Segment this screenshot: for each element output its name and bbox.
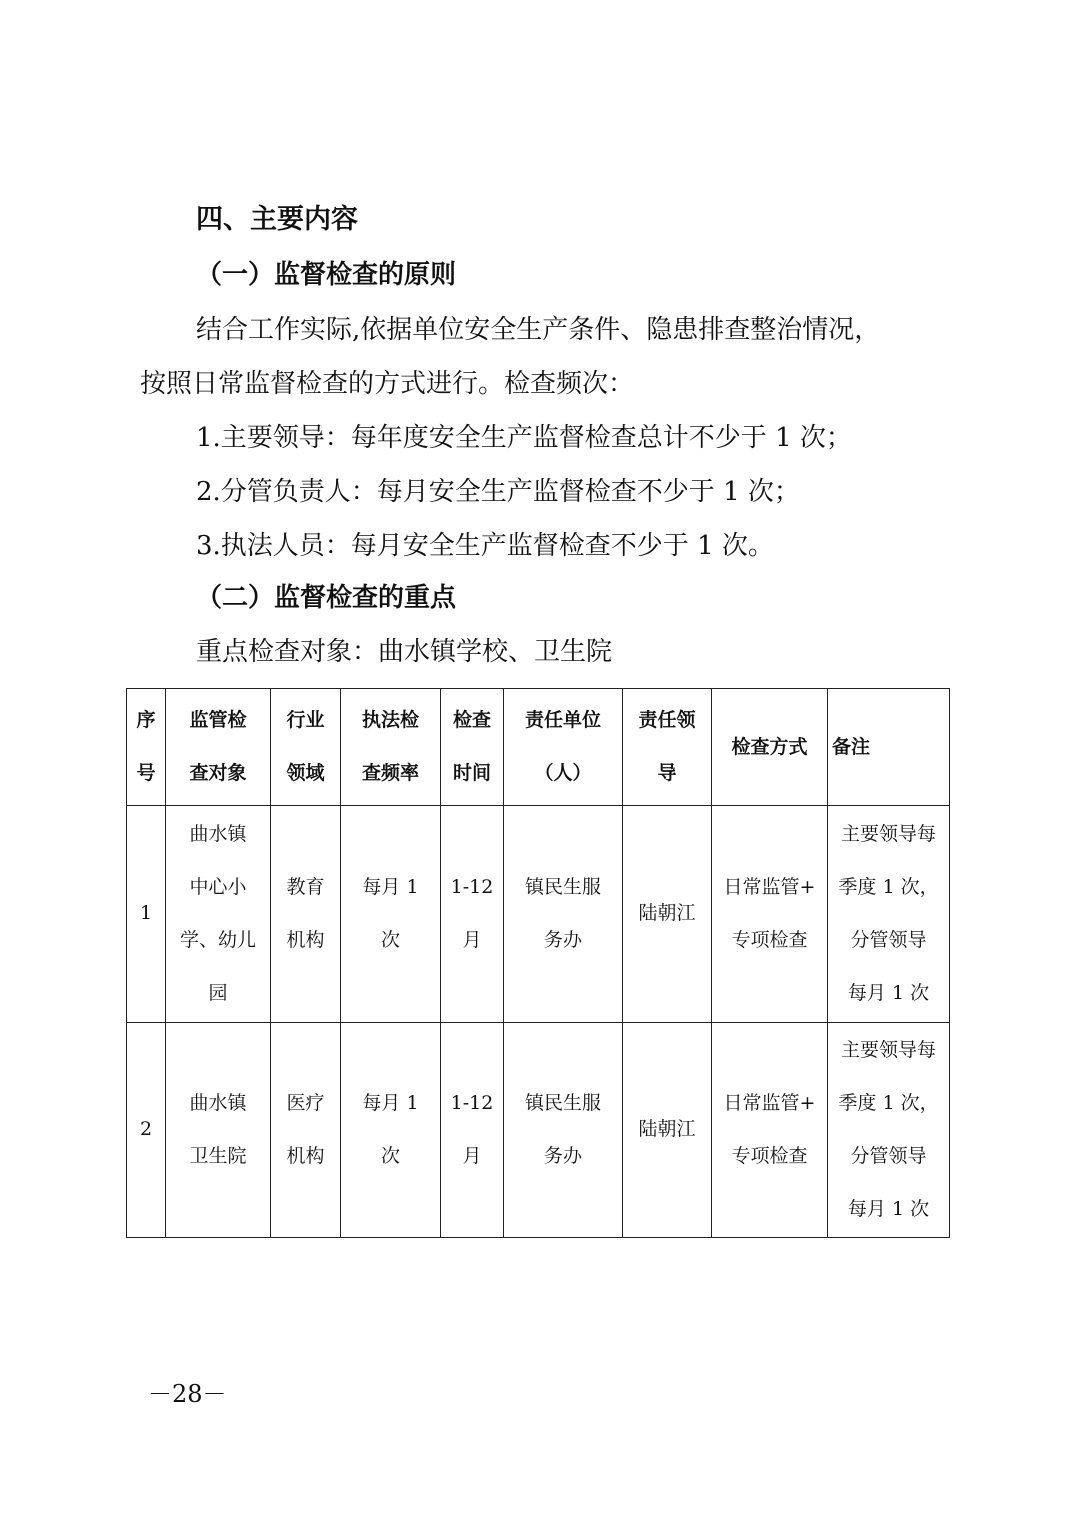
section-heading: 四、主要内容 [196,204,358,235]
cell-no: 1 [127,806,166,1022]
header-cell-target: 监管检 查对象 [166,689,271,806]
cell-leader: 陆朝江 [623,1022,712,1237]
header-cell-frequency: 执法检 查频率 [341,689,441,806]
paragraph-line: 结合工作实际,依据单位安全生产条件、隐患排查整治情况， [196,315,881,345]
cell-note: 主要领导每 季度 1 次， 分管领导 每月 1 次 [828,806,950,1022]
header-cell-method: 检查方式 [712,689,828,806]
cell-field: 医疗 机构 [271,1022,341,1237]
cell-target: 曲水镇 卫生院 [166,1022,271,1237]
paragraph-line: 按照日常监督检查的方式进行。检查频次： [140,369,635,399]
cell-unit: 镇民生服 务办 [504,1022,623,1237]
header-cell-note: 备注 [828,689,950,806]
list-item: 2.分管负责人：每月安全生产监督检查不少于 1 次； [196,477,800,507]
header-cell-leader: 责任领 导 [623,689,712,806]
header-cell-field: 行业 领域 [271,689,341,806]
focus-targets: 重点检查对象：曲水镇学校、卫生院 [196,637,613,667]
inspection-table [126,688,950,1238]
table-row [127,1022,950,1237]
cell-time: 1-12 月 [441,806,504,1022]
header-cell-time: 检查 时间 [441,689,504,806]
cell-frequency: 每月 1 次 [341,806,441,1022]
cell-leader: 陆朝江 [623,806,712,1022]
list-item: 1.主要领导：每年度安全生产监督检查总计不少于 1 次； [196,423,852,453]
subsection-title-principles: （一）监督检查的原则 [196,260,457,290]
subsection-title-focus: （二）监督检查的重点 [196,583,457,613]
cell-method: 日常监管+ 专项检查 [712,1022,828,1237]
table-row [127,806,950,1022]
table-header-row [127,689,950,806]
header-cell-unit: 责任单位 （人） [504,689,623,806]
cell-target: 曲水镇 中心小 学、幼儿 园 [166,806,271,1022]
cell-method: 日常监管+ 专项检查 [712,806,828,1022]
cell-frequency: 每月 1 次 [341,1022,441,1237]
cell-field: 教育 机构 [271,806,341,1022]
page-number: －28－ [148,1380,227,1408]
cell-no: 2 [127,1022,166,1237]
cell-time: 1-12 月 [441,1022,504,1237]
cell-unit: 镇民生服 务办 [504,806,623,1022]
list-item: 3.执法人员：每月安全生产监督检查不少于 1 次。 [196,531,774,561]
header-cell-no: 序 号 [127,689,166,806]
cell-note: 主要领导每 季度 1 次， 分管领导 每月 1 次 [828,1022,950,1237]
